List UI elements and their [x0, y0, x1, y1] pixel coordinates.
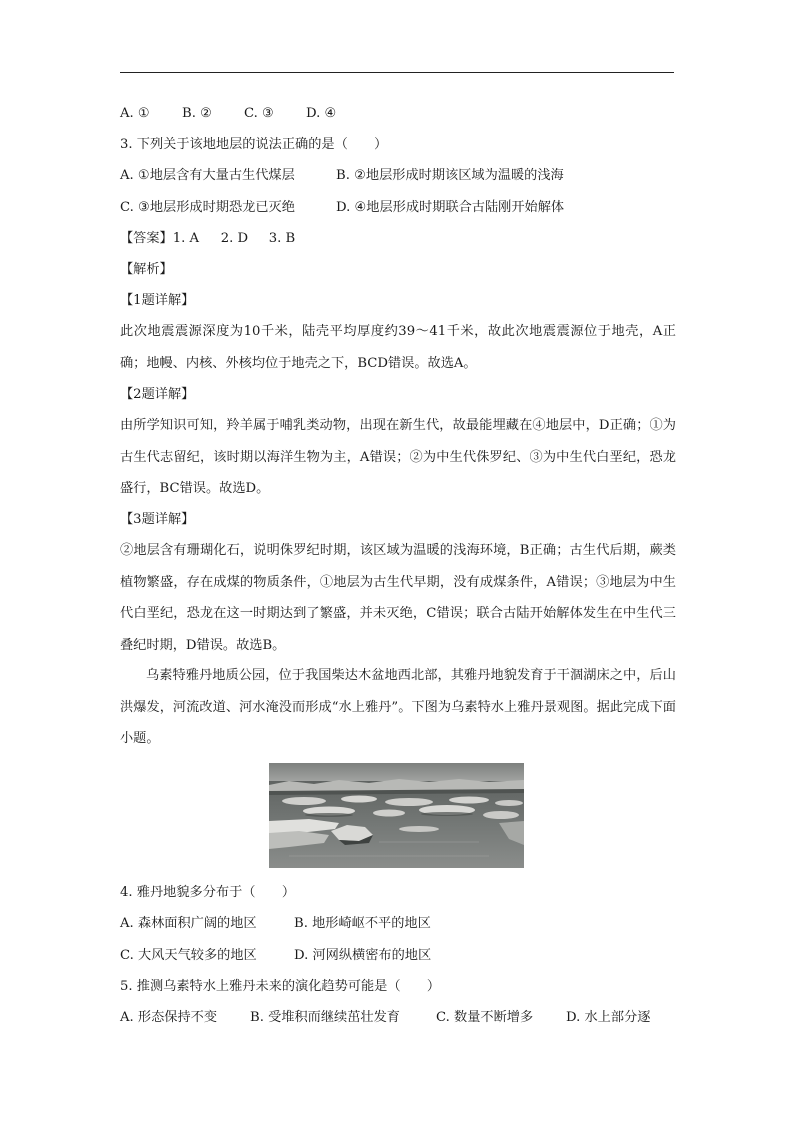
q4-option-b[interactable]: B. 地形崎岖不平的地区: [294, 916, 431, 931]
q4-options-row1: [120, 914, 431, 934]
q3-options-row1: [120, 166, 564, 186]
q3-option-c[interactable]: C. ③地层形成时期恐龙已灭绝: [120, 200, 295, 215]
q2-options: [120, 104, 336, 124]
detail2-label: 【2题详解】: [120, 387, 195, 402]
answer-1: 1. A: [172, 231, 200, 246]
detail2-text: 由所学知识可知，羚羊属于哺乳类动物，出现在新生代，故最能埋藏在④地层中，D正确；①为古生代志留纪，该时期以海洋生物为主，A错误；②为中生代侏罗纪、③为中生代白垩纪，恐龙盛行，BC错误。故选D。: [120, 418, 676, 496]
q5-stem: 5. 推测乌素特水上雅丹未来的演化趋势可能是（ ）: [120, 979, 441, 994]
yardang-landscape-photo: [269, 763, 524, 868]
q5-options: [120, 1008, 650, 1028]
q5-option-c[interactable]: C. 数量不断增多: [436, 1010, 534, 1025]
detail1-text: 此次地震震源深度为10千米，陆壳平均厚度约39～41千米，故此次地震震源位于地壳，A正确；地幔、内核、外核均位于地壳之下，BCD错误。故选A。: [120, 324, 676, 371]
answer-3: 3. B: [268, 231, 296, 246]
q4-stem: 4. 雅丹地貌多分布于（ ）: [120, 885, 296, 900]
q2-option-b[interactable]: B. ②: [182, 106, 212, 121]
header-rule: [120, 72, 674, 73]
q4-option-a[interactable]: A. 森林面积广阔的地区: [120, 916, 257, 931]
detail1-label: 【1题详解】: [120, 293, 195, 308]
q3-option-d[interactable]: D. ④地层形成时期联合古陆刚开始解体: [336, 200, 565, 215]
q4-options-row2: [120, 946, 431, 966]
q3-stem: 3. 下列关于该地地层的说法正确的是（ ）: [120, 137, 388, 152]
q4-option-c[interactable]: C. 大风天气较多的地区: [120, 948, 257, 963]
q3-options-row2: [120, 198, 564, 218]
q4-option-d[interactable]: D. 河网纵横密布的地区: [294, 948, 432, 963]
q3-option-a[interactable]: A. ①地层含有大量古生代煤层: [120, 168, 295, 183]
detail3-text: ②地层含有珊瑚化石，说明侏罗纪时期，该区域为温暖的浅海环境，B正确；古生代后期，蕨类植物繁盛，存在成煤的物质条件，①地层为古生代早期，没有成煤条件，A错误；③地层为中生代白垩纪，恐龙在这一时期达到了繁盛，并未灭绝，C错误；联合古陆开始解体发生在中生代三叠纪时期，D错误。故选B。: [120, 543, 676, 653]
answer-line: [120, 229, 295, 249]
detail3-label: 【3题详解】: [120, 512, 195, 527]
q3-option-b[interactable]: B. ②地层形成时期该区域为温暖的浅海: [336, 168, 564, 183]
answer-label: 【答案】: [120, 231, 173, 246]
q2-option-a[interactable]: A. ①: [120, 106, 150, 121]
q5-option-b[interactable]: B. 受堆积而继续茁壮发育: [250, 1010, 400, 1025]
q2-option-d[interactable]: D. ④: [306, 106, 337, 121]
answer-2: 2. D: [220, 231, 249, 246]
analysis-label: 【解析】: [120, 262, 173, 277]
q5-option-d[interactable]: D. 水上部分逐: [566, 1010, 651, 1025]
q5-option-a[interactable]: A. 形态保持不变: [120, 1010, 218, 1025]
q2-option-c[interactable]: C. ③: [244, 106, 274, 121]
intro-paragraph: 乌素特雅丹地质公园，位于我国柴达木盆地西北部，其雅丹地貌发育于干涸湖床之中，后山洪爆发，河流改道、河水淹没而形成“水上雅丹”。下图为乌素特水上雅丹景观图。据此完成下面小题。: [120, 668, 676, 746]
